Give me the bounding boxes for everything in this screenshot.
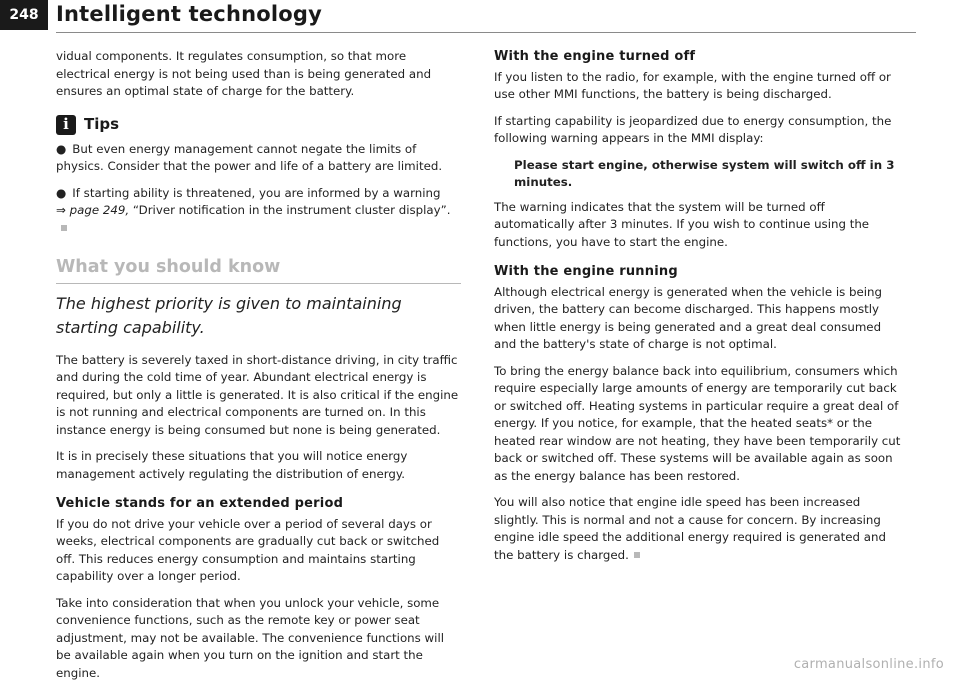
body-paragraph: The battery is severely taxed in short-distance driving, in city traffic and during the cold time of year. Abundant electrical energy is required, but only a little is generated. It is also critical if the engine is not running and electrical components are turned on. In this instance energy is being consumed but none is being generated. — [56, 352, 459, 437]
bullet-icon: ● — [56, 185, 67, 200]
page-title: Intelligent technology — [56, 2, 323, 26]
arrow-icon: ⇒ — [56, 203, 66, 217]
subheading: With the engine turned off — [494, 49, 696, 64]
subheading: Vehicle stands for an extended period — [56, 496, 344, 511]
body-paragraph: Although electrical energy is generated when the vehicle is being driven, the battery can become discharged. This happens mostly when little energy is being generated and a great deal consumed and the battery's state of charge is not optimal. — [494, 284, 882, 351]
body-paragraph: If starting capability is jeopardized due to energy consumption, the following warning appears in the MMI display: — [494, 113, 892, 145]
body-paragraph: The warning indicates that the system will be turned off automatically after 3 minutes. If you wish to continue using the functions, you have to start the engine. — [494, 199, 870, 249]
tip-text: If starting ability is threatened, you are informed by a warning — [72, 185, 441, 200]
left-column — [56, 48, 461, 691]
body-paragraph — [494, 494, 906, 564]
page-reference-link[interactable]: page 249, — [69, 203, 130, 217]
section-heading: What you should know — [56, 259, 461, 284]
end-of-section-icon — [61, 225, 67, 231]
tip-item — [56, 141, 461, 176]
info-icon: i — [56, 115, 76, 135]
page-number: 248 — [0, 0, 48, 30]
tip-text-suffix: “Driver notification in the instrument cluster display”. — [132, 203, 451, 217]
mmi-display-message: Please start engine, otherwise system will switch off in 3 minutes. — [514, 157, 895, 189]
right-column — [494, 48, 906, 573]
body-paragraph: To bring the energy balance back into equilibrium, consumers which require especially large amounts of energy are temporarily cut back or switched off. Heating systems in particular require a great deal of energy. If you notice, for example, that the heated seats* or the heated rear window are not heating, they have been temporarily cut back or switched off. These systems will be available again as soon as the energy balance has been restored. — [494, 363, 901, 483]
subheading: With the engine running — [494, 264, 678, 279]
section-intro: The highest priority is given to maintaining starting capability. — [56, 293, 402, 337]
end-of-section-icon — [634, 552, 640, 558]
watermark: carmanualsonline.info — [793, 657, 944, 672]
intro-paragraph: vidual components. It regulates consumption, so that more electrical energy is not being used than is being generated and ensures an optimal state of charge for the battery. — [56, 49, 432, 98]
body-paragraph: If you do not drive your vehicle over a period of several days or weeks, electrical components are gradually cut back or switched off. This reduces energy consumption and maintains starting capability over a longer period. — [56, 516, 440, 583]
tip-item — [56, 185, 461, 238]
tips-title: Tips — [84, 114, 120, 133]
body-paragraph: Take into consideration that when you unlock your vehicle, some convenience functions, such as the remote key or power seat adjustment, may not be available. The convenience functions will be available again when you turn on the ignition and start the engine. — [56, 595, 445, 680]
header-divider — [56, 32, 916, 33]
tip-text: But even energy management cannot negate the limits of physics. Consider that the power and life of a battery are limited. — [56, 141, 443, 173]
bullet-icon: ● — [56, 141, 67, 156]
body-paragraph: It is in precisely these situations that you will notice energy management actively regulating the distribution of energy. — [56, 449, 408, 481]
body-paragraph: If you listen to the radio, for example, with the engine turned off or use other MMI functions, the battery is being discharged. — [494, 69, 891, 101]
tips-header — [56, 115, 461, 135]
body-text: You will also notice that engine idle speed has been increased slightly. This is normal and not a cause for concern. By increasing engine idle speed the additional energy required is generated and the battery is charged. — [494, 495, 886, 562]
